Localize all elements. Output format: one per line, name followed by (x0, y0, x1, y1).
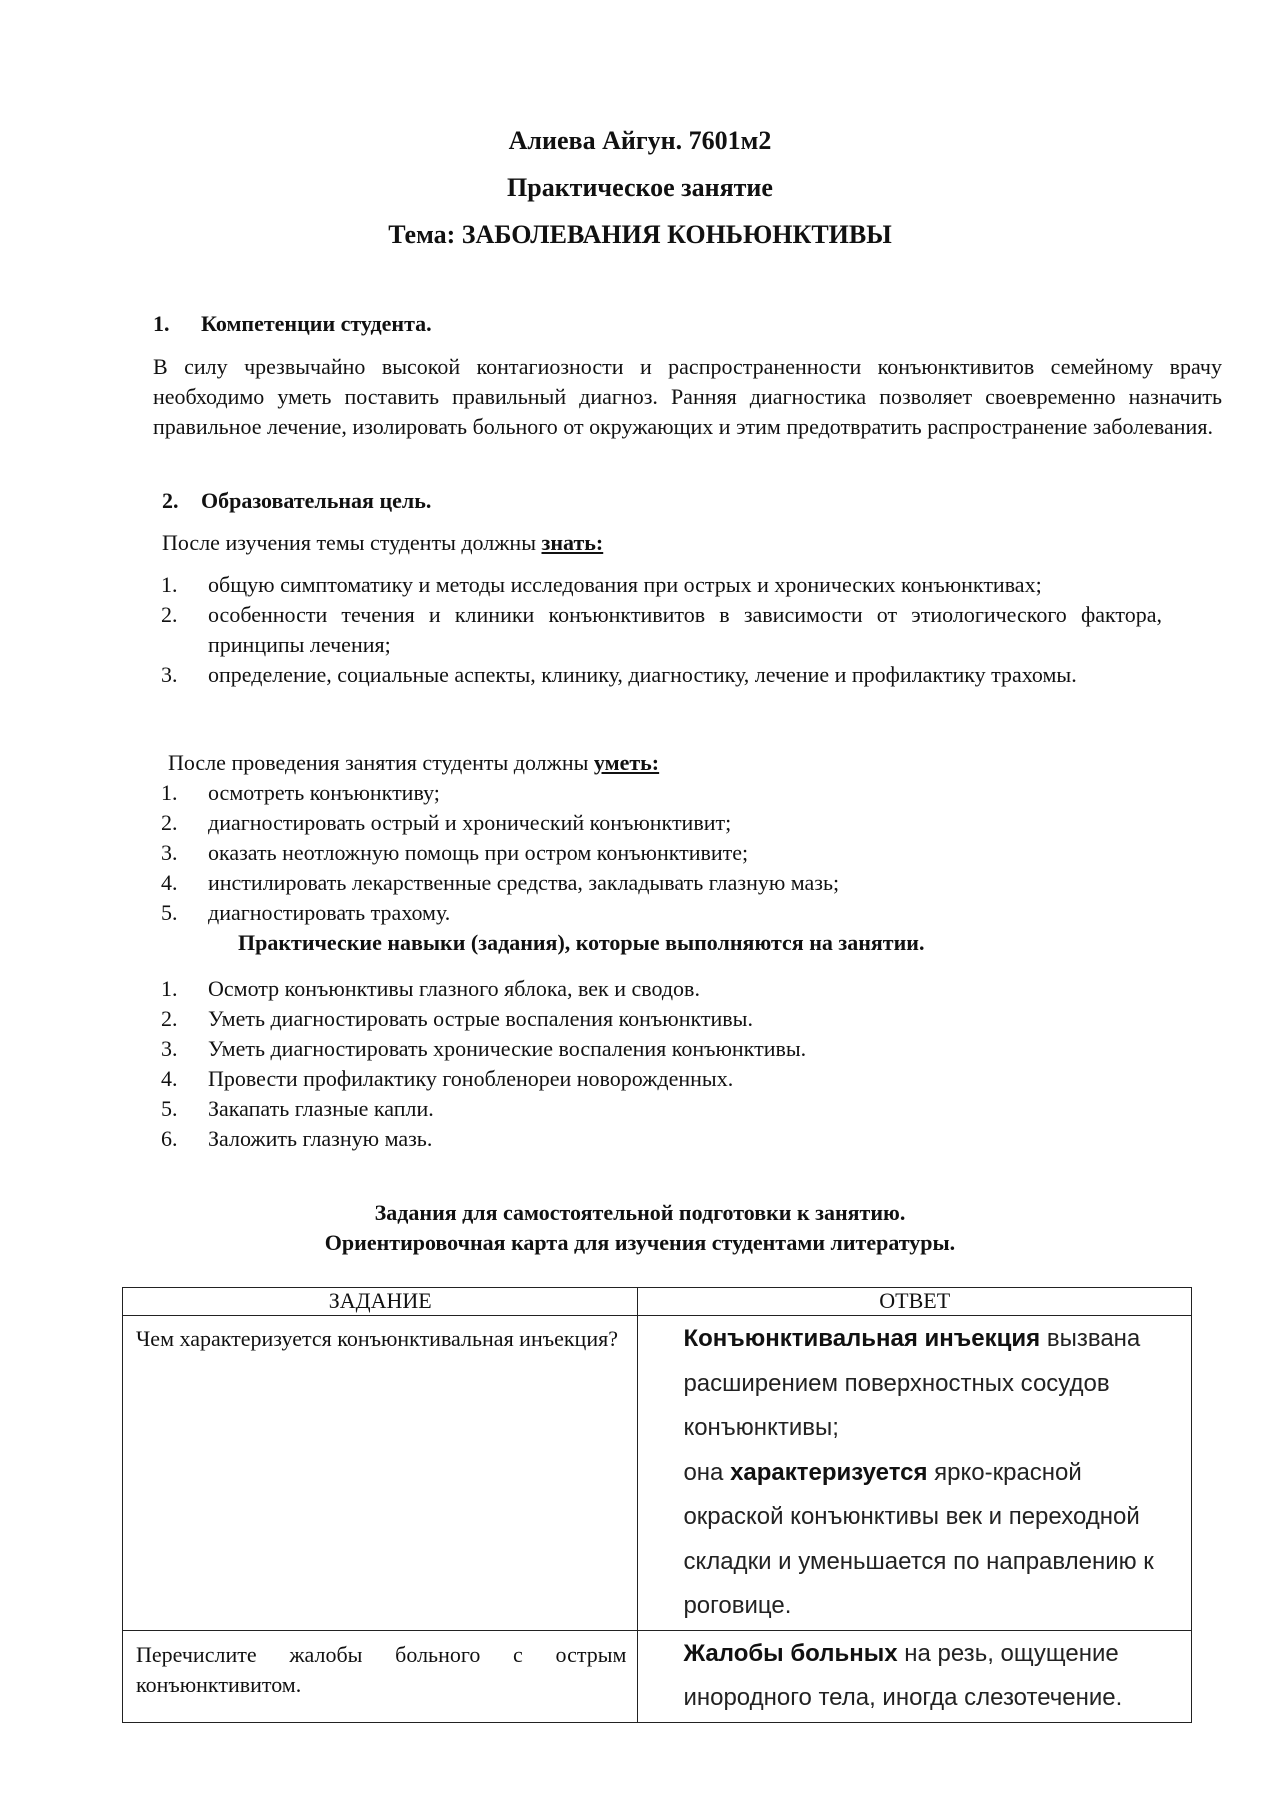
know-item: 1. общую симптоматику и методы исследования при острых и хронических конъюнктивах; (161, 572, 1042, 597)
skill-item: 1. Осмотр конъюнктивы глазного яблока, век и сводов. (161, 976, 700, 1001)
section2-title: Образовательная цель. (201, 488, 432, 513)
question-text: Перечислите жалобы больного с острым конъюнктивитом. (136, 1641, 627, 1697)
section1-paragraph: В силу чрезвычайно высокой контагиозности и распространенности конъюнктивитов семейному врачу необходимо уметь поставить правильный диагноз. Ранняя диагностика позволяет своевременно назначить правильное лечение, изолировать больного от окружающих и этим предотвратить распространение заболевания. (153, 354, 1222, 439)
can-item: 1. осмотреть конъюнктиву; (161, 780, 440, 805)
can-word: уметь: (593, 750, 660, 775)
know-item: 3. определение, социальные аспекты, клинику, диагностику, лечение и профилактику трахомы. (161, 662, 1077, 687)
question-cell (123, 1630, 638, 1722)
column-header-answer: ОТВЕТ (638, 1288, 1192, 1316)
skill-item: 3. Уметь диагностировать хронические воспаления конъюнктивы. (161, 1036, 807, 1061)
answer-cell (638, 1630, 1192, 1722)
answer-cell (638, 1316, 1192, 1631)
table-row (123, 1316, 1192, 1631)
can-list (161, 778, 1162, 928)
know-list (161, 570, 1162, 690)
question-text: Чем характеризуется конъюнктивальная инъекция? (136, 1326, 618, 1351)
section2-heading (162, 486, 431, 516)
table-header-row (123, 1288, 1192, 1316)
answer-text: Жалобы больных на резь, ощущение инородного тела, иногда слезотечение. (683, 1639, 1123, 1711)
skills-title: Практические навыки (задания), которые выполняются на занятии. (238, 930, 925, 955)
know-intro-line (162, 528, 603, 558)
answer-text: Конъюнктивальная инъекция вызвана расширением поверхностных сосудов конъюнктивы; она характеризуется ярко-красной окраской конъюнктивы век и переходной складки и уменьшается по направлению к роговице. (683, 1325, 1154, 1619)
can-intro-line (168, 748, 659, 778)
know-item: 2. особенности течения и клиники конъюнктивитов в зависимости от этиологического фактора, принципы лечения; (161, 602, 1162, 657)
can-item: 4. инстилировать лекарственные средства, закладывать глазную мазь; (161, 870, 840, 895)
orientation-map-title: Ориентировочная карта для изучения студентами литературы. (324, 1230, 956, 1255)
section2-number: 2. (162, 488, 179, 513)
table-row (123, 1630, 1192, 1722)
section1-heading (153, 309, 432, 339)
doc-type: Практическое занятие (507, 173, 773, 202)
column-header-task: ЗАДАНИЕ (123, 1288, 638, 1316)
can-item: 5. диагностировать трахому. (161, 900, 451, 925)
tasks-title: Задания для самостоятельной подготовки к занятию. (374, 1200, 906, 1225)
author-line: Алиева Айгун. 7601м2 (508, 126, 772, 155)
orientation-table (122, 1287, 1192, 1723)
skill-item: 2. Уметь диагностировать острые воспаления конъюнктивы. (161, 1006, 753, 1031)
know-intro: После изучения темы студенты должны (162, 530, 542, 555)
can-item: 2. диагностировать острый и хронический конъюнктивит; (161, 810, 732, 835)
know-word: знать: (541, 530, 604, 555)
can-item: 3. оказать неотложную помощь при остром конъюнктивите; (161, 840, 749, 865)
section1-number: 1. (153, 311, 170, 336)
can-intro: После проведения занятия студенты должны (168, 750, 594, 775)
skill-item: 6. Заложить глазную мазь. (161, 1126, 433, 1151)
skill-item: 4. Провести профилактику гонобленореи новорожденных. (161, 1066, 734, 1091)
topic-title: Тема: ЗАБОЛЕВАНИЯ КОНЬЮНКТИВЫ (388, 220, 892, 249)
skill-item: 5. Закапать глазные капли. (161, 1096, 434, 1121)
question-cell (123, 1316, 638, 1631)
section1-title: Компетенции студента. (201, 311, 432, 336)
skills-list (161, 974, 1162, 1154)
